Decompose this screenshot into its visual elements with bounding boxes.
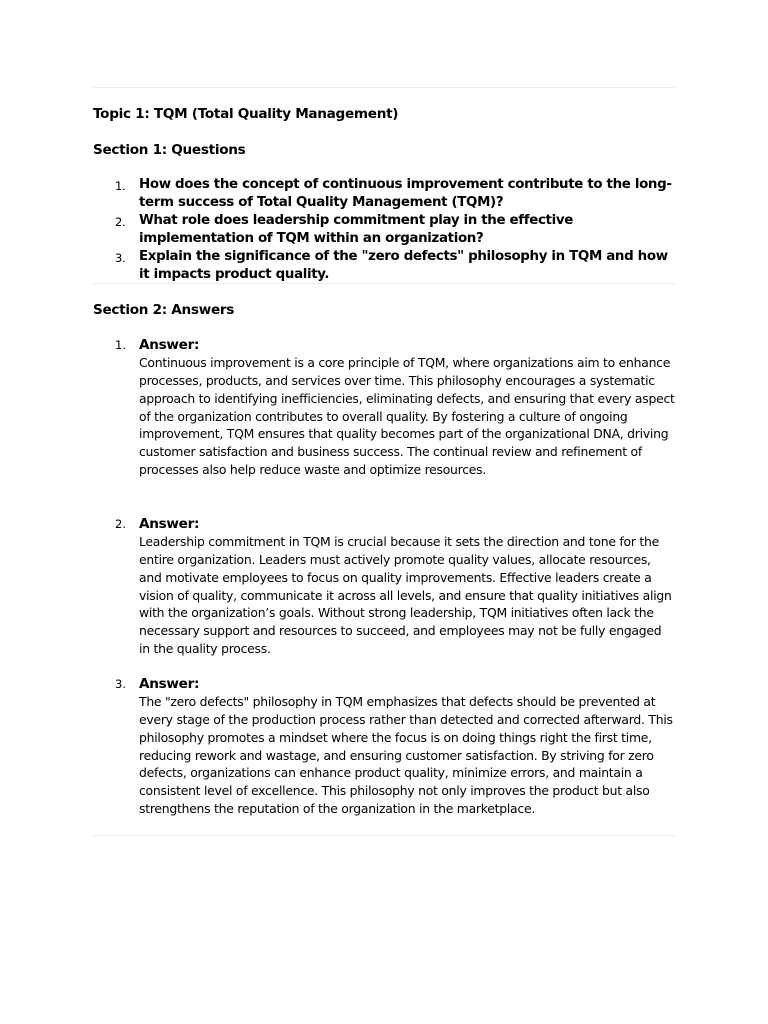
answer-number: 3. bbox=[115, 677, 126, 691]
question-number: 1. bbox=[115, 179, 126, 193]
answer-label: Answer: bbox=[139, 516, 200, 532]
answer-number: 2. bbox=[115, 517, 126, 531]
question-item-1 bbox=[93, 176, 675, 212]
question-number: 3. bbox=[115, 251, 126, 265]
answer-item-1 bbox=[93, 336, 675, 479]
answer-label: Answer: bbox=[139, 676, 200, 692]
answer-text: Continuous improvement is a core principle of TQM, where organizations aim to enhance processes, products, and services over time. This philosophy encourages a systematic approach to identifying inefficiencies, eliminating defects, and ensuring that every aspect of the organization contributes to overall quality. By fostering a culture of ongoing improvement, TQM ensures that quality becomes part of the organizational DNA, driving customer satisfaction and business success. The continual review and refinement of processes also help reduce waste and optimize resources. bbox=[139, 355, 675, 478]
topic-title: Topic 1: TQM (Total Quality Management) bbox=[93, 106, 399, 122]
bottom-divider bbox=[93, 835, 675, 836]
question-text: How does the concept of continuous improvement contribute to the long-term success of Total Quality Management (TQM)? bbox=[139, 177, 672, 210]
answer-text: Leadership commitment in TQM is crucial because it sets the direction and tone for the entire organization. Leaders must actively promote quality values, allocate resources, and motivate employees to focus on quality improvements. Effective leaders create a vision of quality, communicate it across all levels, and ensure that quality initiatives align with the organization’s goals. Without strong leadership, TQM initiatives often lack the necessary support and resources to succeed, and employees may not be fully engaged in the quality process. bbox=[139, 534, 672, 657]
questions-list bbox=[93, 176, 675, 284]
answer-item-3 bbox=[93, 675, 675, 818]
question-text: What role does leadership commitment play in the effective implementation of TQM within an organization? bbox=[139, 213, 573, 246]
top-divider bbox=[93, 87, 675, 88]
question-item-2 bbox=[93, 212, 675, 248]
question-number: 2. bbox=[115, 215, 126, 229]
question-item-3 bbox=[93, 248, 675, 284]
section-answers-title: Section 2: Answers bbox=[93, 302, 235, 318]
answer-label: Answer: bbox=[139, 337, 200, 353]
section-divider bbox=[93, 283, 675, 284]
answer-item-2 bbox=[93, 515, 675, 658]
answer-text: The "zero defects" philosophy in TQM emphasizes that defects should be prevented at every stage of the production process rather than detected and corrected afterward. This philosophy promotes a mindset where the focus is on doing things right the first time, reducing rework and wastage, and ensuring customer satisfaction. By striving for zero defects, organizations can enhance product quality, minimize errors, and maintain a consistent level of excellence. This philosophy not only improves the product but also strengthens the reputation of the organization in the marketplace. bbox=[139, 694, 673, 817]
answer-number: 1. bbox=[115, 338, 126, 352]
section-questions-title: Section 1: Questions bbox=[93, 142, 246, 158]
question-text: Explain the significance of the "zero defects" philosophy in TQM and how it impacts product quality. bbox=[139, 249, 668, 282]
